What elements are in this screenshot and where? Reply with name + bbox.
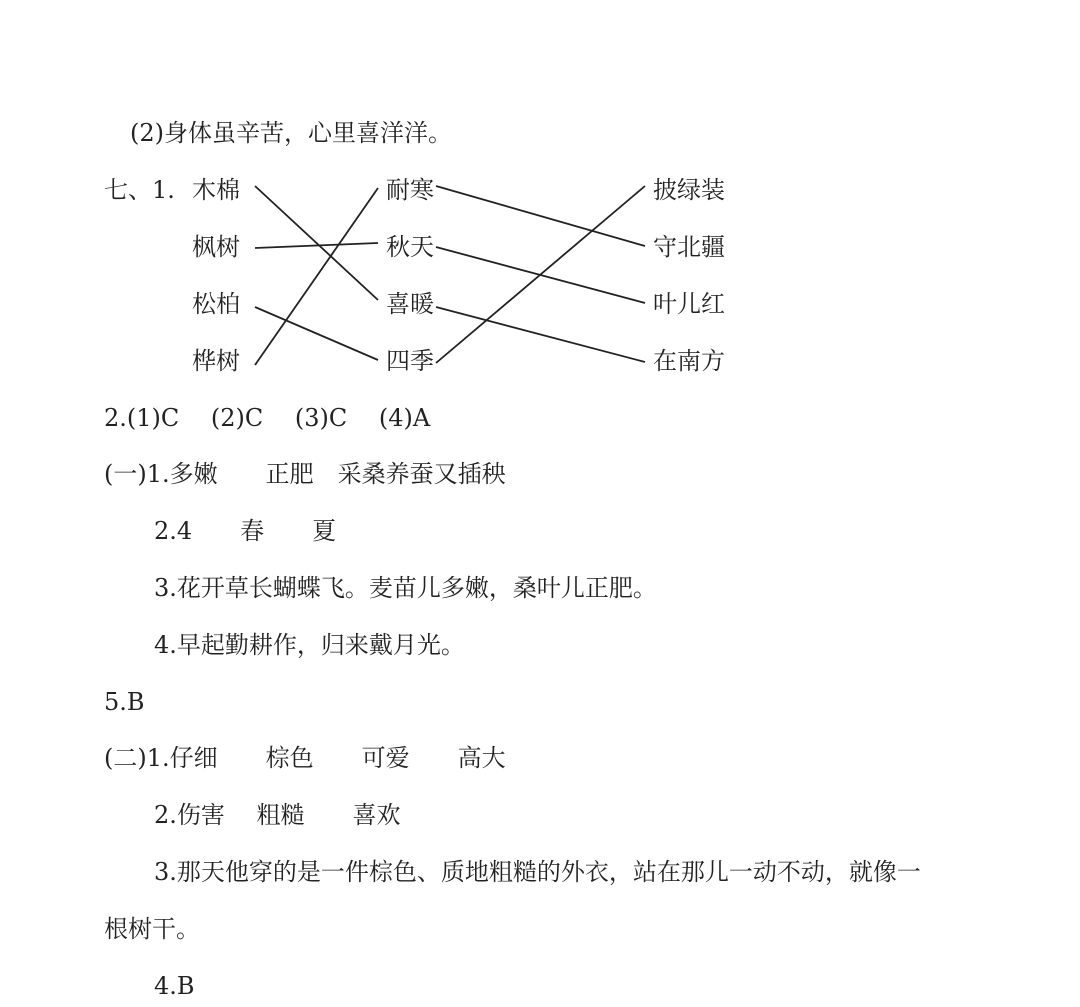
col2-item-3: 喜暖 (386, 290, 434, 318)
col3-item-4: 在南方 (653, 347, 725, 375)
col1-item-3: 松柏 (192, 290, 240, 318)
match-line-naihan-shoubeijiang (436, 186, 645, 246)
col3-item-1: 披绿装 (653, 176, 725, 204)
match-line-songbai-siji (255, 307, 378, 360)
part2-line-2: 2.伤害 粗糙 喜欢 (154, 801, 401, 829)
col3-item-2: 守北疆 (653, 233, 725, 261)
part2-line-3-cont: 根树干。 (104, 915, 200, 943)
match-line-huashu-naihan (255, 188, 378, 365)
col2-item-2: 秋天 (386, 233, 434, 261)
part1-line-3: 3.花开草长蝴蝶飞。麦苗儿多嫩，桑叶儿正肥。 (154, 574, 657, 602)
part1-line-1: (一)1.多嫩 正肥 采桑养蚕又插秧 (104, 460, 506, 488)
part1-line-5: 5.B (104, 688, 145, 716)
intro-line: (2)身体虽辛苦，心里喜洋洋。 (130, 119, 452, 147)
match-line-xinuan-zainanfang (436, 307, 645, 362)
match-line-siji-pilvzhuang (436, 186, 645, 363)
part2-line-4: 4.B (154, 972, 195, 1000)
col1-item-2: 枫树 (192, 233, 240, 261)
col3-item-3: 叶儿红 (653, 290, 725, 318)
part2-line-1: (二)1.仔细 棕色 可爱 高大 (104, 744, 506, 772)
q7-label: 七、1. (104, 176, 175, 204)
part2-line-3: 3.那天他穿的是一件棕色、质地粗糙的外衣，站在那儿一动不动，就像一 (154, 858, 921, 886)
col2-item-4: 四季 (386, 347, 434, 375)
col2-item-1: 耐寒 (386, 176, 434, 204)
part1-line-2: 2.4 春 夏 (154, 517, 337, 545)
q7-part2: 2.(1)C (2)C (3)C (4)A (104, 404, 431, 432)
part1-line-4: 4.早起勤耕作，归来戴月光。 (154, 631, 465, 659)
col1-item-4: 桦树 (192, 347, 240, 375)
col1-item-1: 木棉 (192, 176, 240, 204)
